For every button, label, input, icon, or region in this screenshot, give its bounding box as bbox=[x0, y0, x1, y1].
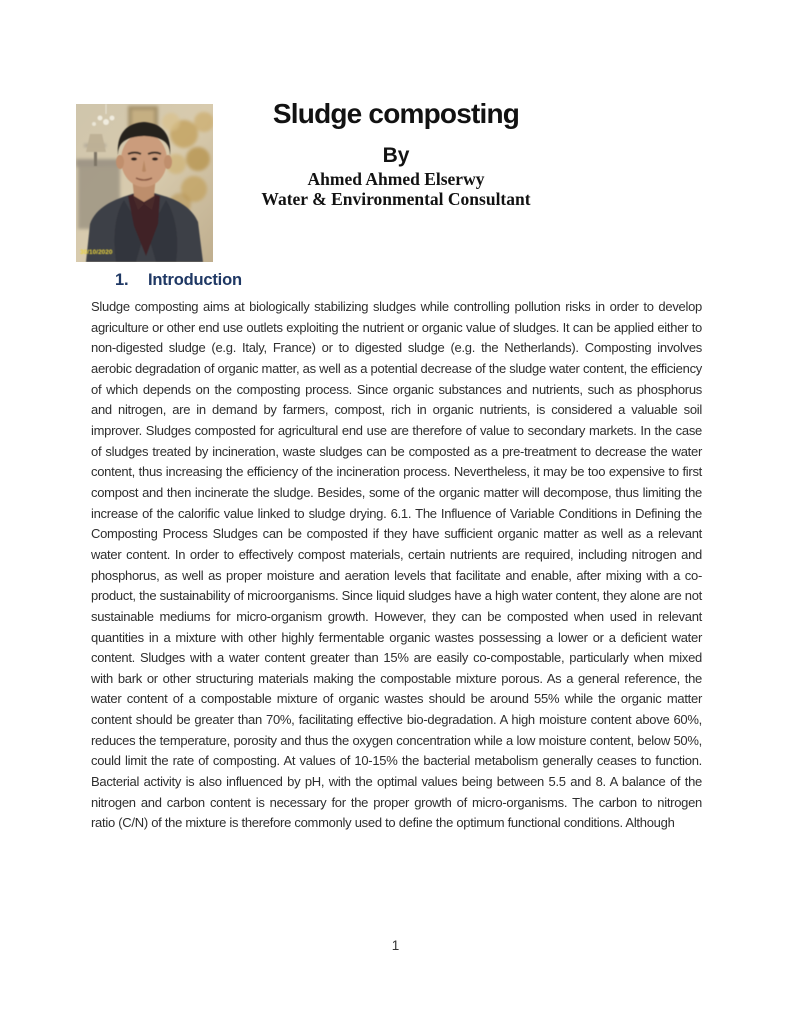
section-heading-introduction bbox=[115, 269, 242, 291]
page-number: 1 bbox=[391, 938, 400, 953]
section-title: Introduction bbox=[148, 271, 242, 289]
byline: By bbox=[382, 144, 410, 167]
photo-watermark: 30/10/2020 bbox=[80, 249, 113, 256]
document-header bbox=[91, 96, 701, 209]
section-number: 1. bbox=[115, 271, 129, 289]
page-title: Sludge composting bbox=[272, 98, 520, 129]
author-name: Ahmed Ahmed Elserwy bbox=[307, 169, 485, 189]
author-role: Water & Environmental Consultant bbox=[261, 189, 531, 209]
body-paragraph: Sludge composting aims at biologically stabilizing sludges while controlling pollution risks in order to develop agriculture or other end use outlets exploiting the nutrient or organic value of sludges. It can be applied either to non-digested sludge (e.g. Italy, France) or to digested sludge (e.g. the Netherlands). Composting involves aerobic degradation of organic matter, as well as a potential decrease of the sludge water content, the efficiency of which depends on the composting process. Since organic substances and nutrients, such as phosphorus and nitrogen, are in demand by farmers, compost, rich in organic nutrients, is considered a valuable soil improver. Sludges composted for agricultural end use are therefore of value to secondary markets. In the case of sludges treated by incineration, waste sludges can be composted as a pre-treatment to decrease the water content, thus increasing the efficiency of the incineration process. Nevertheless, it may be too expensive to first compost and then incinerate the sludge. Besides, some of the organic matter will decompose, thus limiting the increase of the calorific value linked to sludge drying. 6.1. The Influence of Variable Conditions in Defining the Composting Process Sludges can be composted if they have sufficient organic matter as well as a relevant water content. In order to effectively compost materials, certain nutrients are required, including nitrogen and phosphorus, as well as proper moisture and aeration levels that facilitate and enable, after mixing with a co-product, the sustainability of microorganisms. Since liquid sludges have a high water content, they alone are not sustainable mediums for micro-organism growth. However, they can be composted when used in relevant quantities in a mixture with other highly fermentable organic wastes possessing a lower or a deficient water content. Sludges with a water content greater than 15% are easily co-compostable, particularly when mixed with bark or other structuring materials making the compostable mixture porous. As a general reference, the water content of a compostable mixture of organic wastes should be around 55% while the organic matter content should be greater than 70%, facilitating effective bio-degradation. A high moisture content above 60%, reduces the temperature, porosity and thus the oxygen concentration while a low moisture content, below 50%, could limit the rate of composting. At values of 10-15% the bacterial metabolism generally ceases to function. Bacterial activity is also influenced by pH, with the optimal values being between 5.5 and 8. A balance of the nitrogen and carbon content is necessary for the proper growth of micro-organisms. The carbon to nitrogen ratio (C/N) of the mixture is therefore commonly used to define the optimum functional conditions. Although bbox=[91, 299, 703, 831]
